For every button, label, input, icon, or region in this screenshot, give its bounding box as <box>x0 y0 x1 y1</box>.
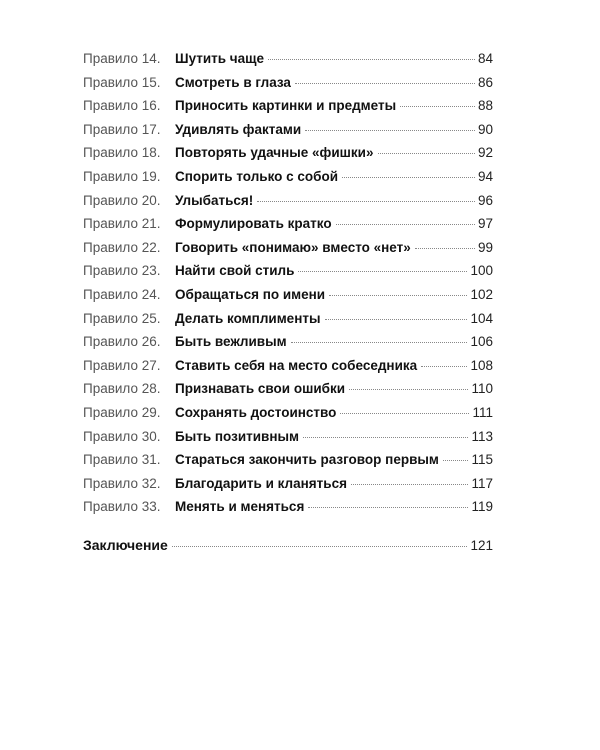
dot-leader <box>351 484 469 485</box>
toc-entry <box>83 287 493 311</box>
dot-leader <box>443 460 469 461</box>
page-number: 96 <box>477 192 493 208</box>
page-number: 110 <box>471 381 493 397</box>
page-number: 99 <box>477 239 493 255</box>
toc-entry <box>83 429 493 453</box>
dot-leader <box>336 224 475 225</box>
rule-title: Быть позитивным <box>175 428 300 444</box>
rule-number: Правило 23. <box>83 263 161 279</box>
toc-entry <box>83 240 493 264</box>
page-number: 88 <box>477 98 493 114</box>
dot-leader <box>308 507 468 508</box>
rule-number: Правило 33. <box>83 499 161 515</box>
dot-leader <box>349 389 468 390</box>
rule-number: Правило 17. <box>83 121 161 137</box>
rule-title: Ставить себя на место собеседника <box>175 357 418 373</box>
dot-leader <box>257 201 475 202</box>
page-number: 90 <box>477 121 493 137</box>
rule-number: Правило 28. <box>83 381 161 397</box>
dot-leader <box>291 342 468 343</box>
rule-title: Шутить чаще <box>175 51 265 66</box>
toc-entry <box>83 51 493 75</box>
rule-number: Правило 22. <box>83 239 161 255</box>
rule-number: Правило 15. <box>83 74 161 90</box>
toc-entry <box>83 122 493 146</box>
rule-title: Приносить картинки и предметы <box>175 98 397 114</box>
rule-number: Правило 29. <box>83 404 161 420</box>
dot-leader <box>303 437 468 438</box>
page-number: 117 <box>471 475 493 491</box>
toc-entry <box>83 311 493 335</box>
rule-title: Благодарить и кланяться <box>175 475 347 491</box>
dot-leader <box>268 59 475 60</box>
dot-leader <box>329 295 467 296</box>
rule-number: Правило 27. <box>83 357 161 373</box>
rule-title: Повторять удачные «фишки» <box>175 145 374 161</box>
toc-entry <box>83 216 493 240</box>
rule-number: Правило 30. <box>83 428 161 444</box>
page-number: 113 <box>471 428 493 444</box>
dot-leader <box>378 153 475 154</box>
toc-entry <box>83 381 493 405</box>
dot-leader <box>172 546 468 547</box>
dot-leader <box>305 130 475 131</box>
rule-title: Улыбаться! <box>175 192 254 208</box>
rule-title: Удивлять фактами <box>175 121 302 137</box>
conclusion-title: Заключение <box>83 536 168 553</box>
rule-number: Правило 32. <box>83 475 161 491</box>
rule-number: Правило 24. <box>83 286 161 302</box>
rule-title: Сохранять достоинство <box>175 404 337 420</box>
toc-entry <box>83 452 493 476</box>
dot-leader <box>421 366 467 367</box>
table-of-contents <box>83 51 493 560</box>
page-number: 119 <box>471 499 493 515</box>
rule-title: Признавать свои ошибки <box>175 381 346 397</box>
rule-number: Правило 19. <box>83 168 161 184</box>
toc-entry <box>83 145 493 169</box>
toc-entry <box>83 169 493 193</box>
rule-number: Правило 18. <box>83 145 161 161</box>
toc-entry-conclusion <box>83 537 493 561</box>
dot-leader <box>325 319 468 320</box>
rule-title: Формулировать кратко <box>175 216 332 232</box>
rule-title: Стараться закончить разговор первым <box>175 452 439 468</box>
dot-leader <box>400 106 475 107</box>
page-number: 92 <box>477 145 493 161</box>
rule-title: Спорить только с собой <box>175 168 339 184</box>
page-number: 111 <box>472 404 493 420</box>
toc-entry <box>83 405 493 429</box>
toc-entry <box>83 476 493 500</box>
toc-entry <box>83 193 493 217</box>
page-number: 97 <box>477 216 493 232</box>
rule-number: Правило 21. <box>83 216 161 232</box>
rule-number: Правило 31. <box>83 452 161 468</box>
toc-entry <box>83 75 493 99</box>
dot-leader <box>342 177 475 178</box>
page-number: 84 <box>477 51 493 66</box>
page-number: 121 <box>470 537 493 553</box>
dot-leader <box>415 248 475 249</box>
page-number: 108 <box>470 357 493 373</box>
rule-title: Обращаться по имени <box>175 286 326 302</box>
rule-title: Быть вежливым <box>175 334 287 350</box>
rule-title: Делать комплименты <box>175 310 321 326</box>
rule-number: Правило 26. <box>83 334 161 350</box>
rule-number: Правило 14. <box>83 51 161 66</box>
page-number: 102 <box>470 286 493 302</box>
rule-title: Говорить «понимаю» вместо «нет» <box>175 239 411 255</box>
rule-number: Правило 25. <box>83 310 161 326</box>
rule-title: Найти свой стиль <box>175 263 295 279</box>
page-number: 94 <box>477 168 493 184</box>
rule-number: Правило 20. <box>83 192 161 208</box>
toc-entry <box>83 263 493 287</box>
dot-leader <box>298 271 467 272</box>
page-number: 86 <box>477 74 493 90</box>
toc-entry <box>83 358 493 382</box>
toc-entry <box>83 98 493 122</box>
page-number: 100 <box>470 263 493 279</box>
page-number: 104 <box>470 310 493 326</box>
toc-entry <box>83 499 493 523</box>
rule-title: Смотреть в глаза <box>175 74 291 90</box>
rule-title: Менять и меняться <box>175 499 305 515</box>
toc-entry <box>83 334 493 358</box>
dot-leader <box>295 83 475 84</box>
rule-number: Правило 16. <box>83 98 161 114</box>
page-number: 106 <box>470 334 493 350</box>
page-number: 115 <box>471 452 493 468</box>
dot-leader <box>340 413 469 414</box>
